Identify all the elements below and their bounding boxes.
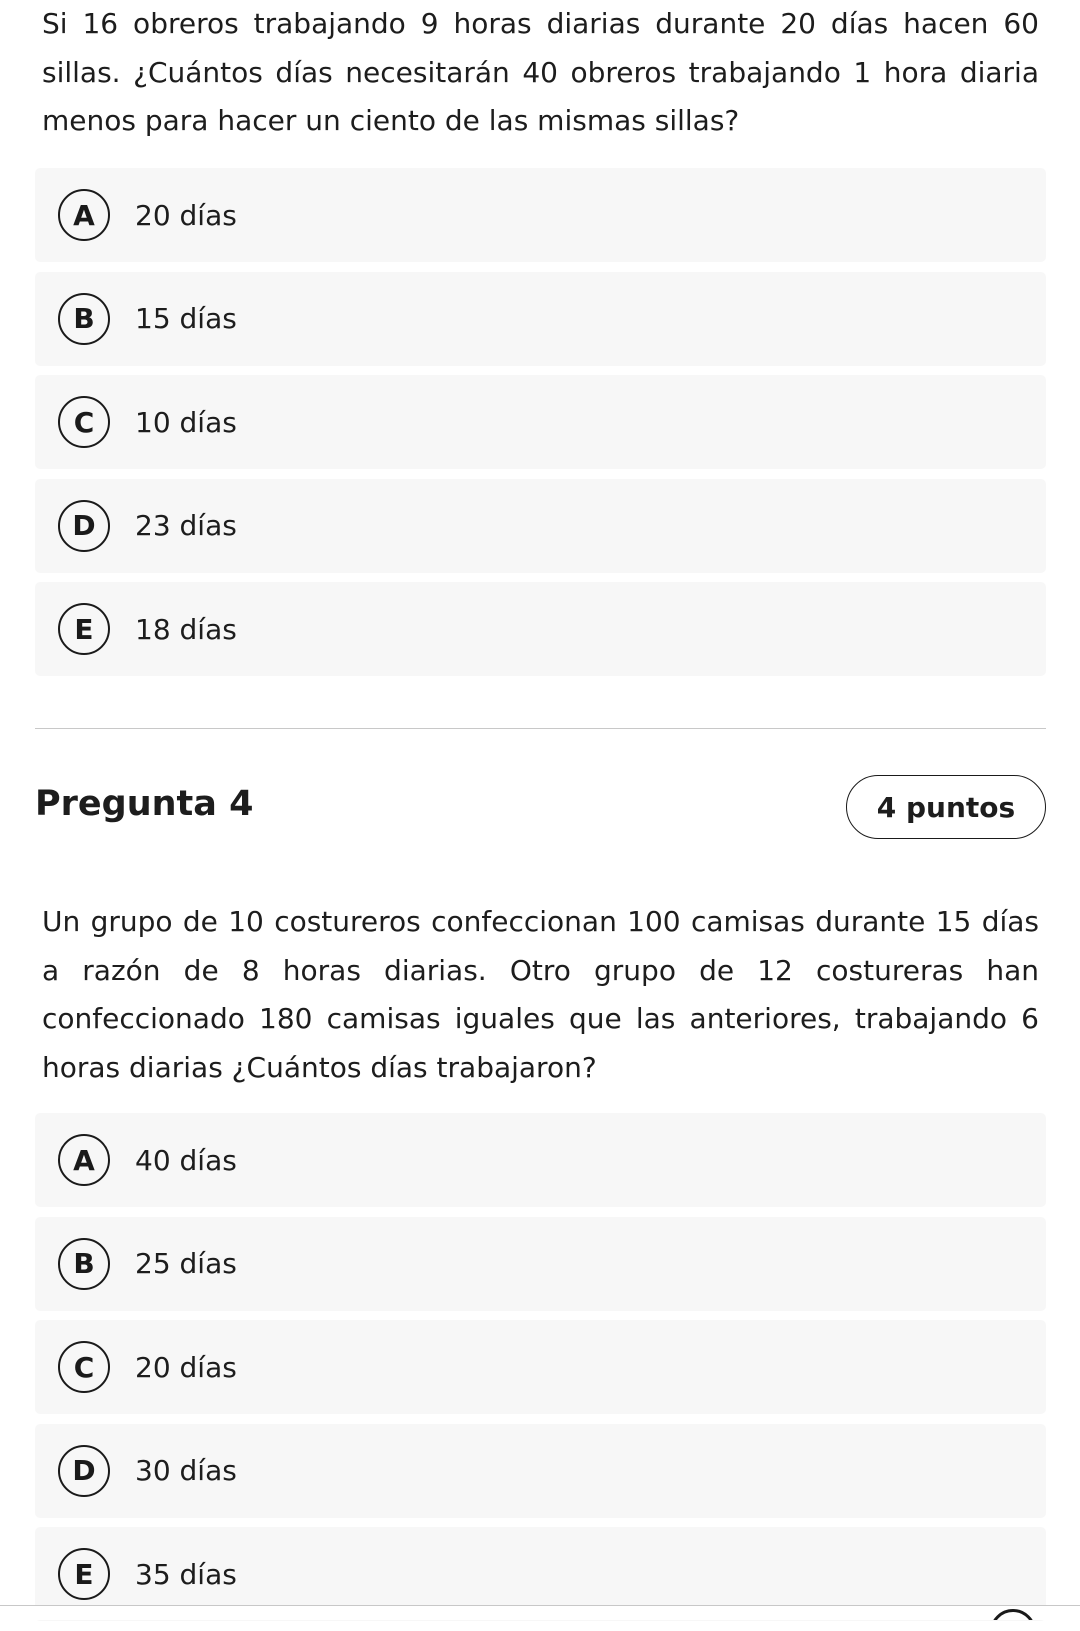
- option-label: 25 días: [135, 1247, 237, 1280]
- question-3-options: [35, 168, 1046, 686]
- question-3-option-d[interactable]: [35, 479, 1046, 573]
- option-label: 35 días: [135, 1557, 237, 1591]
- question-3-option-c[interactable]: [35, 375, 1046, 469]
- question-3-option-b[interactable]: [35, 272, 1046, 366]
- option-letter-badge: E: [58, 1548, 110, 1600]
- question-4-option-c[interactable]: [35, 1320, 1046, 1414]
- option-letter-badge: B: [58, 293, 110, 345]
- question-3-option-e[interactable]: [35, 582, 1046, 676]
- question-4-header: [35, 775, 1046, 841]
- option-label: 15 días: [135, 302, 237, 335]
- option-label: 30 días: [135, 1454, 237, 1487]
- option-label: 18 días: [135, 612, 237, 646]
- points-badge: 4 puntos: [846, 775, 1046, 839]
- option-label: 23 días: [135, 509, 237, 542]
- option-letter-badge: B: [58, 1238, 110, 1290]
- question-divider: [35, 728, 1046, 729]
- option-letter-badge: C: [58, 1341, 110, 1393]
- option-letter-badge: D: [58, 500, 110, 552]
- option-letter-badge: C: [58, 396, 110, 448]
- question-3-option-a[interactable]: [35, 168, 1046, 262]
- question-3-text: Si 16 obreros trabajando 9 horas diarias durante 20 días hacen 60 sillas. ¿Cuántos días necesitarán 40 obreros trabajando 1 hora diaria menos para hacer un ciento de las mismas sillas?: [42, 7, 1039, 137]
- option-label: 20 días: [135, 1350, 237, 1384]
- option-label: 10 días: [135, 405, 237, 439]
- question-4-option-d[interactable]: [35, 1424, 1046, 1518]
- question-4-text: Un grupo de 10 costureros confeccionan 100 camisas durante 15 días a razón de 8 horas diarias. Otro grupo de 12 costureras han confeccionado 180 camisas iguales que las anteriores, trabajando 6 horas diarias ¿Cuántos días trabajaron?: [42, 905, 1039, 1084]
- option-letter-badge: E: [58, 603, 110, 655]
- question-4-option-a[interactable]: [35, 1113, 1046, 1207]
- question-4-title: Pregunta 4: [35, 784, 254, 824]
- option-label: 20 días: [135, 198, 237, 232]
- option-label: 40 días: [135, 1143, 237, 1177]
- question-4-options: [35, 1113, 1046, 1631]
- bottom-toolbar: [0, 1605, 1080, 1620]
- option-letter-badge: D: [58, 1445, 110, 1497]
- option-letter-badge: A: [58, 189, 110, 241]
- floating-action-icon[interactable]: [990, 1609, 1036, 1620]
- question-4-option-b[interactable]: [35, 1217, 1046, 1311]
- option-letter-badge: A: [58, 1134, 110, 1186]
